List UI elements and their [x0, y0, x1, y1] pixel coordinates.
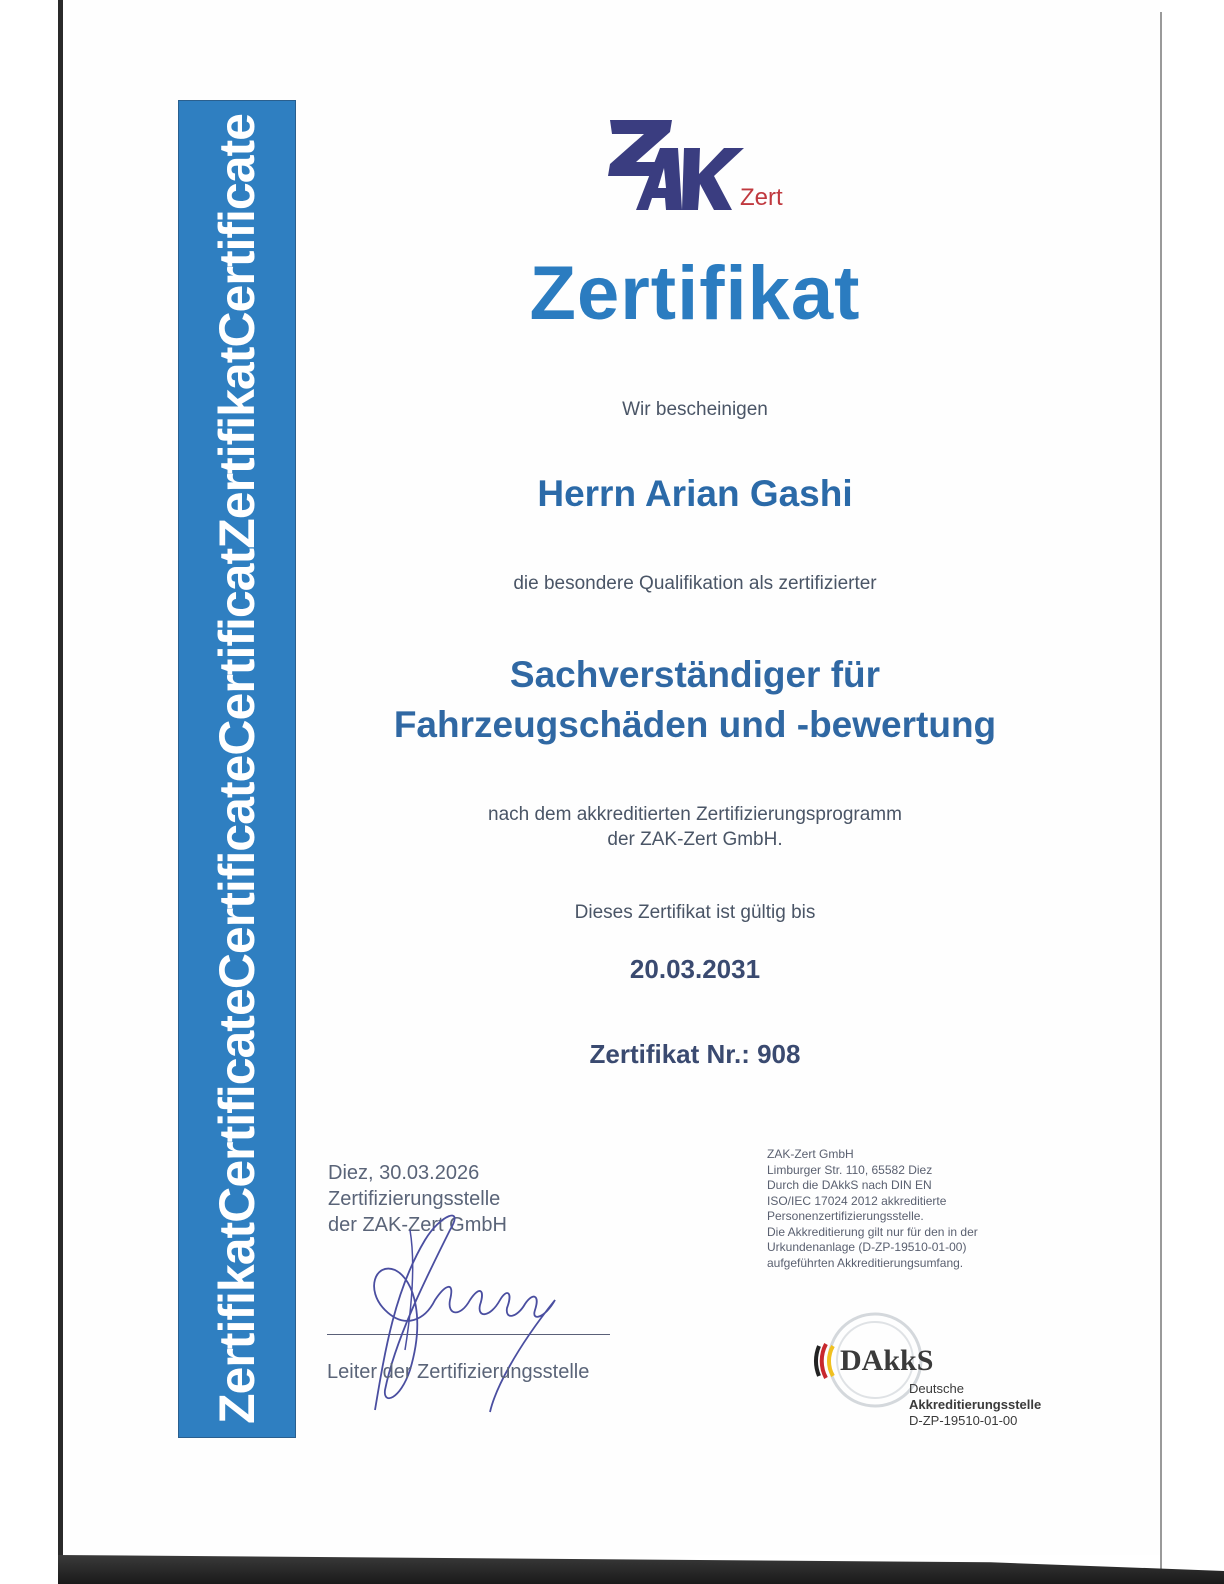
side-word: Zertifikat: [209, 347, 265, 549]
issuer-line-1: Zertifizierungsstelle: [328, 1188, 501, 1210]
org-line: Limburger Str. 110, 65582 Diez: [767, 1162, 933, 1177]
dakks-line-1: Deutsche: [909, 1381, 964, 1396]
side-word: Certificate: [209, 755, 265, 990]
side-word: Zertifikat: [209, 1222, 265, 1424]
qualification-line-2: Fahrzeugschäden und -bewertung: [393, 704, 997, 745]
signature-label: Leiter der Zertifizierungsstelle: [327, 1361, 590, 1383]
certificate-title: Zertifikat: [529, 251, 861, 336]
qualification-line-1: Sachverständiger für: [509, 654, 881, 695]
org-line: Die Akkreditierung gilt nur für den in der: [767, 1224, 978, 1239]
qualification-title: [330, 650, 1060, 750]
validity-intro: Dieses Zertifikat ist gültig bis: [574, 902, 816, 923]
org-line: ISO/IEC 17024 2012 akkreditierte: [767, 1193, 947, 1208]
org-line: aufgeführten Akkreditierungsumfang.: [767, 1255, 964, 1270]
qualification-intro: die besondere Qualifikation als zertifizierter: [513, 573, 877, 594]
program-text: [330, 802, 1060, 852]
scan-bottom-edge: [58, 1555, 1224, 1584]
validity-date: 20.03.2031: [629, 954, 761, 984]
dakks-mark: [805, 1308, 1065, 1438]
recipient-name: Herrn Arian Gashi: [537, 473, 853, 514]
dakks-name: DAkkS: [840, 1344, 934, 1377]
program-line-2: der ZAK-Zert GmbH.: [607, 829, 783, 850]
issue-place-date: Diez, 30.03.2026: [328, 1162, 480, 1184]
org-line: Personenzertifizierungsstelle.: [767, 1209, 924, 1223]
dakks-subtitle: [909, 1381, 1041, 1429]
certify-intro: Wir bescheinigen: [622, 399, 768, 420]
side-word: Certificate: [209, 114, 265, 348]
org-line: Durch die DAkkS nach DIN EN: [767, 1178, 932, 1192]
certificate-number: Zertifikat Nr.: 908: [589, 1039, 801, 1069]
side-band: [178, 100, 296, 1438]
scan-right-edge: [1160, 12, 1162, 1584]
side-word: Certificat: [209, 548, 265, 756]
logo-suffix: Zert: [740, 184, 783, 211]
dakks-line-2: Akkreditierungsstelle: [909, 1397, 1042, 1412]
org-line: Urkundenanlage (D-ZP-19510-01-00): [767, 1240, 967, 1254]
program-line-1: nach dem akkreditierten Zertifizierungsprogramm: [488, 804, 902, 825]
dakks-code: D-ZP-19510-01-00: [909, 1413, 1018, 1428]
issuer-line-2: der ZAK-Zert GmbH: [328, 1214, 507, 1236]
organization-info: [767, 1147, 978, 1271]
org-line: ZAK-Zert GmbH: [767, 1147, 854, 1161]
side-word: Certificate: [209, 989, 265, 1223]
